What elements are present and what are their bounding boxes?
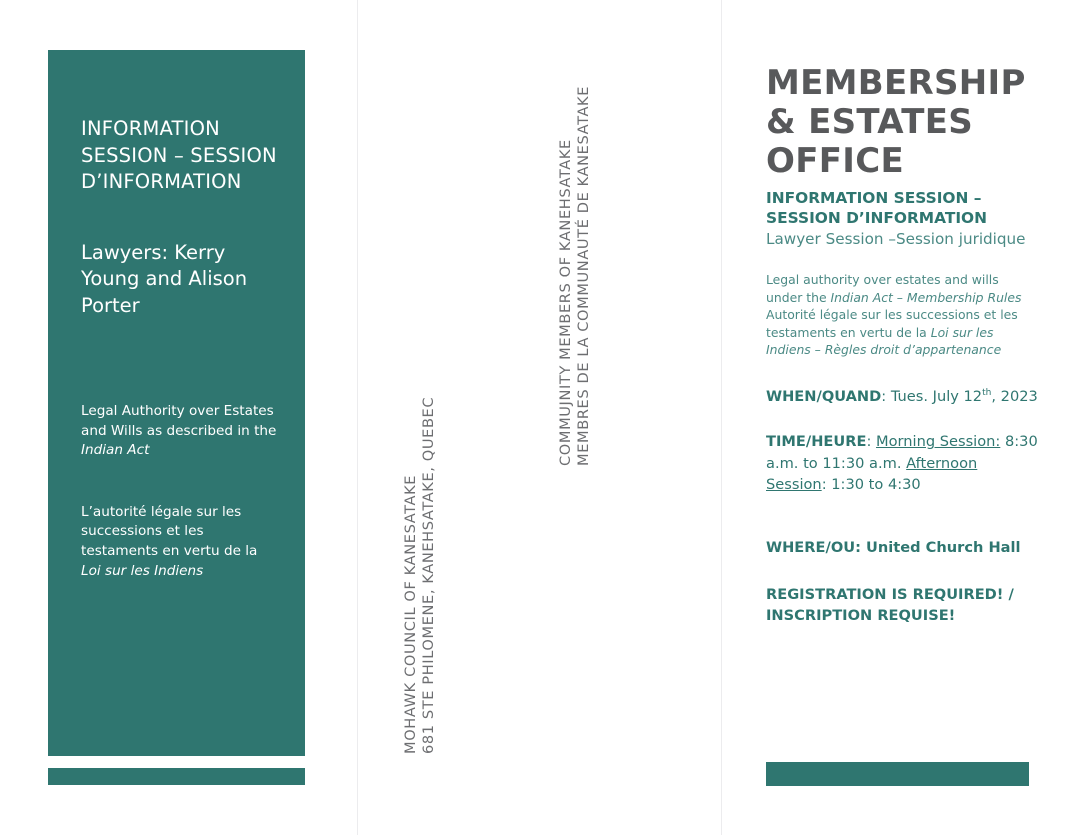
legal-fr-italic: Loi sur les Indiens – Règles droit d’appartenance bbox=[766, 324, 1002, 358]
right-panel-bottom-bar bbox=[766, 762, 1029, 786]
legal-fr-text: Autorité légale sur les successions et les testaments en vertu de la bbox=[766, 307, 1018, 340]
page-title: MEMBERSHIP & ESTATES OFFICE bbox=[766, 63, 1026, 181]
registration-notice: REGISTRATION IS REQUIRED! / INSCRIPTION REQUISE! bbox=[766, 585, 1014, 624]
left-panel-body-en-text: Legal Authority over Estates and Wills as described in the bbox=[81, 403, 277, 439]
where-value: : United Church Hall bbox=[855, 538, 1021, 556]
left-panel-body-english bbox=[81, 402, 277, 461]
community-members-line-2: MEMBRES DE LA COMMUNAUTÉ DE KANESATAKE bbox=[575, 85, 592, 466]
right-panel bbox=[766, 64, 1038, 626]
left-panel-title: INFORMATION SESSION – SESSION D’INFORMATION bbox=[81, 117, 277, 193]
morning-session-label: Morning Session: bbox=[876, 433, 1001, 451]
time-block bbox=[766, 431, 1038, 496]
when-separator: : bbox=[881, 387, 891, 405]
left-panel bbox=[48, 50, 305, 756]
left-panel-body-fr-italic: Loi sur les Indiens bbox=[81, 562, 204, 579]
left-panel-bottom-bar bbox=[48, 768, 305, 785]
right-panel-subtitle-secondary: Lawyer Session –Session juridique bbox=[766, 230, 1026, 248]
when-date-ordinal: th bbox=[982, 388, 992, 399]
fold-line-right bbox=[721, 0, 722, 835]
when-label: WHEN/QUAND bbox=[766, 387, 882, 405]
right-panel-legal-note bbox=[766, 271, 1038, 359]
left-panel-body-fr-text: L’autorité légale sur les successions et les testaments en vertu de la bbox=[81, 503, 258, 559]
council-address-line-2: 681 STE PHILOMENE, KANEHSATAKE, QUEBEC bbox=[420, 396, 437, 754]
legal-en-italic: Indian Act – Membership Rules bbox=[830, 289, 1022, 305]
left-panel-lawyers: Lawyers: Kerry Young and Alison Porter bbox=[81, 240, 248, 317]
afternoon-session-label: Afternoon Session bbox=[766, 454, 978, 494]
where-block bbox=[766, 537, 1038, 558]
right-panel-subtitle: INFORMATION SESSION – SESSION D’INFORMATION bbox=[766, 189, 988, 227]
when-date-suffix: , 2023 bbox=[991, 387, 1038, 405]
morning-session-value: 8:30 a.m. to 11:30 a.m. bbox=[766, 433, 1038, 472]
time-separator: : bbox=[866, 433, 877, 451]
time-label: TIME/HEURE bbox=[766, 433, 867, 451]
middle-panel bbox=[357, 0, 721, 835]
when-date-prefix: Tues. July 12 bbox=[890, 387, 983, 405]
when-block bbox=[766, 386, 1038, 408]
community-members-line-1: COMMUJNITY MEMBERS OF KANEHSATAKE bbox=[557, 139, 574, 466]
council-address-line-1: MOHAWK COUNCIL OF KANESATAKE bbox=[402, 474, 419, 754]
where-label: WHERE/OU bbox=[766, 538, 856, 556]
legal-en-text: Legal authority over estates and wills under the bbox=[766, 272, 999, 305]
left-panel-body-french bbox=[81, 503, 277, 581]
afternoon-session-value: : 1:30 to 4:30 bbox=[821, 476, 921, 494]
left-panel-body-en-italic: Indian Act bbox=[81, 442, 150, 459]
